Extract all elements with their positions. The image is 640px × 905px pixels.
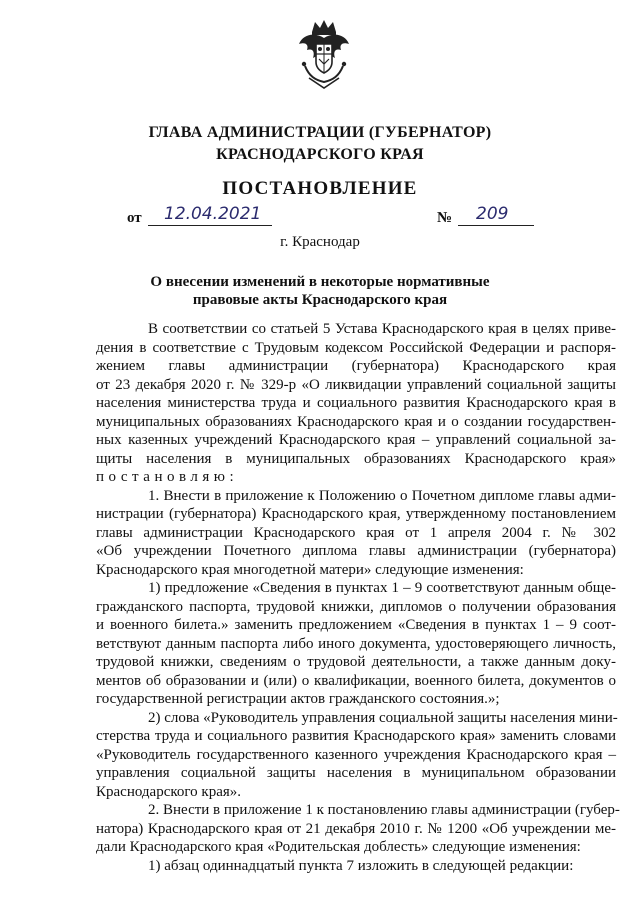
body-line: дения в соответствие с Трудовым кодексом Российской Федерации и распоря- (96, 339, 616, 356)
body-line: гражданского паспорта, трудовой книжки, дипломов о получении образования (96, 598, 616, 615)
body-line: трудовой книжки, сведениям о трудовой деятельности, а также данным доку- (96, 654, 616, 670)
body-line: 2. Внести в приложение 1 к постановлению главы администрации (губер- (148, 802, 620, 818)
body-line: жением главы администрации (губернатора) Краснодарского края (96, 358, 616, 374)
body-line: «Руководитель государственного казенного учреждения Краснодарского края – (96, 746, 616, 763)
body-line: стерства труда и социального развития Краснодарского края» заменить словами (96, 728, 616, 744)
body-line: и военного билета.» заменить предложением «Сведения в пунктах 1 – 9 соот- (96, 617, 616, 633)
document-title-line1: О внесении изменений в некоторые нормативные (150, 274, 490, 290)
body-line: дали Краснодарского края «Родительская доблесть» следующие изменения: (96, 839, 581, 855)
date-label: от (127, 210, 142, 226)
body-line: 1) предложение «Сведения в пунктах 1 – 9 соответствуют данным обще- (148, 580, 616, 596)
handwritten-number: 209 (458, 204, 534, 226)
body-line-resolve: постановляю: (96, 469, 239, 485)
date-number-line (0, 204, 640, 231)
body-line: нистрации (губернатора) Краснодарского края, утвержденному постановлением (96, 506, 616, 522)
body-line: ментов об образовании и (или) о квалификации, военного билета, документов о (96, 672, 616, 689)
body-line: ных казенных учреждений Краснодарского края – управлений социальной за- (96, 432, 616, 448)
body-line: Краснодарского края многодетной матери» следующие изменения: (96, 561, 524, 578)
document-body (96, 320, 620, 875)
body-line: В соответствии со статьей 5 Устава Краснодарского края в целях приве- (148, 321, 616, 337)
city-name: г. Краснодар (280, 234, 360, 250)
body-line: натора) Краснодарского края от 21 декабря 2010 г. № 1200 «Об учреждении ме- (96, 820, 616, 837)
body-line: главы администрации Краснодарского края от 1 апреля 2004 г. № 302 (96, 524, 616, 541)
body-line: 1. Внести в приложение к Положению о Почетном дипломе главы адми- (148, 487, 616, 504)
body-line: Краснодарского края». (96, 783, 242, 800)
issuing-authority-line2: КРАСНОДАРСКОГО КРАЯ (216, 146, 424, 163)
body-line: 1) абзац одиннадцатый пункта 7 изложить в следующей редакции: (148, 857, 574, 874)
body-line: управления социальной защиты населения в муниципальном образовании (96, 765, 616, 781)
coat-of-arms-emblem (295, 18, 353, 90)
body-line: населения министерства труда и социального развития Краснодарского края в (96, 395, 616, 411)
document-title-line2: правовые акты Краснодарского края (192, 292, 448, 308)
body-line: от 23 декабря 2020 г. № 329-р «О ликвидации управлений социальной защиты (96, 376, 616, 393)
body-line: 2) слова «Руководитель управления социальной защиты населения мини- (148, 709, 618, 726)
body-line: муниципальных образованиях Краснодарского края и о создании государствен- (96, 413, 616, 430)
document-type: ПОСТАНОВЛЕНИЕ (222, 178, 418, 199)
body-line: «Об учреждении Почетного диплома главы администрации (губернатора) (96, 543, 616, 559)
issuing-authority-line1: ГЛАВА АДМИНИСТРАЦИИ (ГУБЕРНАТОР) (148, 124, 492, 141)
number-label: № (437, 210, 453, 226)
body-line: ветствуют данным паспорта либо иного документа, удостоверяющего личность, (96, 635, 616, 652)
handwritten-date: 12.04.2021 (148, 204, 272, 226)
body-line: государственной регистрации актов гражданского состояния.»; (96, 691, 500, 707)
body-line: щиты населения в муниципальных образованиях Краснодарского края» (96, 450, 616, 467)
